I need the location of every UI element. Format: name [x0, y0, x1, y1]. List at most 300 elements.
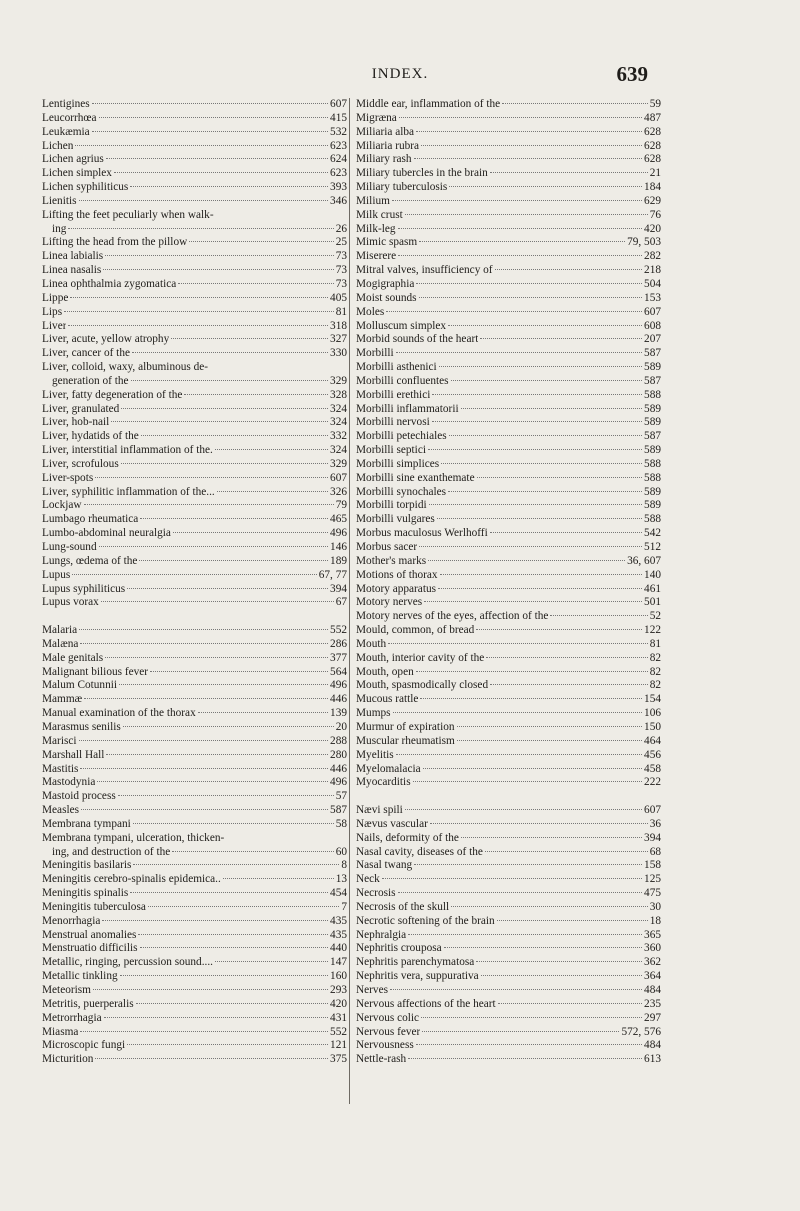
index-entry	[42, 1039, 347, 1053]
index-entry-page: 487	[644, 111, 661, 124]
dot-leader	[79, 740, 329, 741]
index-entry-term: Liver, syphilitic inflammation of the...	[42, 485, 215, 498]
dot-leader	[495, 269, 642, 270]
index-entry	[356, 292, 661, 306]
index-entry-term: Nephritis parenchymatosa	[356, 956, 475, 969]
dot-leader	[130, 892, 328, 893]
index-entry-page: 30	[649, 900, 661, 913]
index-entry	[42, 984, 347, 998]
index-entry-term: Motory nerves of the eyes, affection of the	[356, 610, 549, 623]
dot-leader	[457, 726, 643, 727]
dot-leader	[497, 920, 648, 921]
dot-leader	[486, 657, 647, 658]
index-entry	[356, 98, 661, 112]
index-entry-term: Lichen simplex	[42, 167, 112, 180]
index-entry-term: Lumbo-abdominal neuralgia	[42, 527, 171, 540]
index-entry-page: 501	[644, 596, 661, 609]
index-entry-term: Morbilli inflammatorii	[356, 402, 459, 415]
dot-leader	[451, 906, 648, 907]
index-entry-page: 496	[330, 527, 347, 540]
index-entry-term: Menstrual anomalies	[42, 928, 137, 941]
index-entry-term: Lung-sound	[42, 541, 97, 553]
index-entry-page: 67	[335, 596, 347, 609]
index-entry-term: Morbilli asthenici	[356, 361, 437, 374]
index-entry-term: generation of the	[52, 374, 129, 387]
index-entry-term: Mouth, interior cavity of the	[356, 651, 485, 664]
dot-leader	[423, 768, 642, 769]
dot-leader	[414, 158, 643, 159]
dot-leader	[439, 366, 642, 367]
index-entry-term: Morbus maculosus Werlhoffi	[356, 527, 488, 540]
dot-leader	[136, 1003, 328, 1004]
index-entry-term: Nephritis vera, suppurativa	[356, 970, 479, 983]
index-entry-term: Nephralgia	[356, 928, 407, 941]
index-entry-term: Nerves	[356, 984, 388, 996]
dot-leader	[398, 255, 642, 256]
index-entry-term: Liver, interstitial inflammation of the.	[42, 444, 213, 457]
dot-leader	[437, 518, 642, 519]
index-entry-page: 13	[335, 873, 347, 886]
index-entry	[42, 181, 347, 195]
dot-leader	[81, 809, 328, 810]
dot-leader	[223, 878, 334, 879]
index-entry-page: 587	[644, 347, 661, 360]
section-gap	[42, 610, 347, 624]
index-entry-page: 377	[330, 651, 347, 664]
index-entry	[356, 596, 661, 610]
index-entry-term: Marasmus senilis	[42, 720, 121, 733]
index-entry	[356, 513, 661, 527]
index-entry	[356, 929, 661, 943]
index-entry	[42, 942, 347, 956]
index-entry-term: Morbilli	[356, 347, 394, 360]
dot-leader	[477, 477, 642, 478]
index-entry-page: 235	[644, 997, 661, 1010]
index-entry-page: 440	[330, 942, 347, 955]
index-entry	[356, 804, 661, 818]
index-entry	[356, 375, 661, 389]
index-entry	[356, 749, 661, 763]
index-entry-page: 394	[644, 831, 661, 844]
index-entry-term: Malaria	[42, 624, 78, 637]
dot-leader	[173, 532, 328, 533]
index-entry-term: Lungs, œdema of the	[42, 554, 138, 567]
dot-leader	[448, 491, 642, 492]
index-entry-term: Muscular rheumatism	[356, 734, 455, 747]
index-entry	[42, 859, 347, 873]
dot-leader	[451, 380, 642, 381]
dot-leader	[93, 989, 328, 990]
index-entry-term: Lichen syphiliticus	[42, 181, 129, 194]
index-entry-page: 222	[644, 776, 661, 789]
index-entry-term: Menorrhagia	[42, 914, 101, 927]
dot-leader	[490, 172, 648, 173]
dot-leader	[398, 892, 643, 893]
index-entry	[42, 1053, 347, 1067]
dot-leader	[80, 1031, 328, 1032]
dot-leader	[476, 961, 642, 962]
dot-leader	[382, 878, 642, 879]
index-entry-page: 58	[335, 817, 347, 830]
index-entry	[356, 167, 661, 181]
index-entry	[42, 167, 347, 181]
index-entry-term: Moist sounds	[356, 291, 417, 304]
index-entry-page: 326	[330, 485, 347, 498]
index-entry	[356, 638, 661, 652]
index-entry-page: 446	[330, 762, 347, 775]
index-entry	[42, 320, 347, 334]
index-entry	[42, 624, 347, 638]
index-entry-page: 475	[644, 887, 661, 900]
dot-leader	[133, 823, 334, 824]
index-entry-page: 362	[644, 956, 661, 969]
index-entry-page: 589	[644, 444, 661, 457]
dot-leader	[99, 117, 328, 118]
index-entry-page: 454	[330, 887, 347, 900]
index-entry	[356, 264, 661, 278]
index-entry-term: Meteorism	[42, 984, 91, 996]
index-entry-term: Linea ophthalmia zygomatica	[42, 277, 177, 290]
page-number: 639	[616, 62, 648, 86]
index-entry	[42, 804, 347, 818]
index-entry-term: Liver	[42, 319, 67, 332]
index-entry-page: 76	[649, 208, 661, 221]
index-entry-term: Lockjaw	[42, 499, 82, 512]
index-entry	[42, 223, 347, 237]
index-entry-page: 81	[335, 305, 347, 318]
index-entry-term: Mitral valves, insufficiency of	[356, 264, 493, 277]
section-gap	[356, 790, 661, 804]
index-entry-page: 346	[330, 194, 347, 207]
index-entry-page: 21	[649, 167, 661, 180]
index-entry-page: 293	[330, 984, 347, 996]
index-entry-page: 81	[649, 637, 661, 650]
index-entry-term: Miliary tuberculosis	[356, 181, 448, 194]
index-entry-term: Necrotic softening of the brain	[356, 914, 495, 927]
index-entry-term: Measles	[42, 804, 80, 817]
index-entry	[42, 915, 347, 929]
dot-leader	[79, 200, 329, 201]
index-entry	[42, 541, 347, 555]
dot-leader	[119, 684, 328, 685]
index-entry	[42, 998, 347, 1012]
index-entry-page: 552	[330, 624, 347, 637]
index-entry	[42, 583, 347, 597]
index-entry-page: 158	[644, 859, 661, 872]
index-entry	[356, 333, 661, 347]
index-entry	[356, 416, 661, 430]
index-entry-term: Linea nasalis	[42, 264, 102, 277]
index-entry-page: 496	[330, 776, 347, 789]
index-entry-term: Male genitals	[42, 651, 104, 664]
index-entry-page: 405	[330, 291, 347, 304]
index-entry-page: 147	[330, 956, 347, 969]
index-entry-page: 82	[649, 651, 661, 664]
page-title: INDEX.	[371, 66, 429, 82]
index-entry-page: 607	[330, 98, 347, 110]
dot-leader	[421, 145, 642, 146]
index-entry-page: 125	[644, 873, 661, 886]
dot-leader	[102, 920, 328, 921]
dot-leader	[95, 1058, 328, 1059]
index-entry-term: Morbus sacer	[356, 541, 418, 553]
dot-leader	[416, 131, 642, 132]
dot-leader	[390, 989, 642, 990]
index-entry-page: 393	[330, 181, 347, 194]
dot-leader	[386, 311, 642, 312]
index-entry	[42, 458, 347, 472]
dot-leader	[72, 574, 317, 575]
index-entry-term: Miliary tubercles in the brain	[356, 167, 488, 180]
index-entry	[356, 873, 661, 887]
dot-leader	[127, 588, 328, 589]
index-entry-page: 435	[330, 928, 347, 941]
index-entry-term: Linea labialis	[42, 250, 104, 263]
index-entry-term: Liver, hydatids of the	[42, 430, 139, 443]
dot-leader	[118, 795, 334, 796]
index-entry	[42, 707, 347, 721]
index-entry	[42, 278, 347, 292]
dot-leader	[184, 394, 328, 395]
dot-leader	[130, 186, 328, 187]
index-entry-term: Mucous rattle	[356, 693, 419, 706]
dot-leader	[438, 588, 642, 589]
index-entry	[356, 998, 661, 1012]
dot-leader	[396, 754, 642, 755]
index-entry	[42, 846, 347, 860]
index-entry-term: Liver, colloid, waxy, albuminous de-	[42, 361, 209, 374]
index-entry-term: Nervousness	[356, 1039, 414, 1052]
dot-leader	[498, 1003, 642, 1004]
index-entry-page: 572, 576	[621, 1025, 661, 1038]
index-entry	[42, 403, 347, 417]
dot-leader	[421, 1017, 642, 1018]
index-entry	[42, 389, 347, 403]
index-entry	[42, 790, 347, 804]
dot-leader	[133, 864, 339, 865]
index-entry-term: Lifting the head from the pillow	[42, 236, 188, 249]
dot-leader	[84, 504, 334, 505]
dot-leader	[441, 463, 642, 464]
index-entry-term: Liver, granulated	[42, 402, 120, 415]
index-entry-page: 18	[649, 914, 661, 927]
index-entry-page: 607	[330, 471, 347, 484]
index-entry-term: Lentigines	[42, 98, 90, 110]
dot-leader	[490, 532, 642, 533]
index-entry-term: Liver, hob-nail	[42, 416, 110, 429]
index-entry	[356, 112, 661, 126]
index-entry-page: 420	[644, 222, 661, 235]
index-entry-term: Microscopic fungi	[42, 1039, 126, 1052]
index-entry-page: 52	[649, 610, 661, 623]
index-entry-term: Morbilli synochales	[356, 485, 447, 498]
index-entry-term: Metallic tinkling	[42, 970, 118, 983]
index-column-right	[349, 98, 661, 1104]
index-entry-page: 20	[335, 720, 347, 733]
index-entry-page: 607	[644, 305, 661, 318]
index-entry	[42, 527, 347, 541]
index-entry-page: 624	[330, 153, 347, 166]
index-entry	[42, 818, 347, 832]
index-entry	[356, 458, 661, 472]
index-entry-page: 280	[330, 748, 347, 761]
index-entry-term: Mastitis	[42, 762, 79, 775]
dot-leader	[64, 311, 334, 312]
index-entry-page: 496	[330, 679, 347, 692]
index-entry-page: 607	[644, 804, 661, 817]
index-entry-term: Malignant bilious fever	[42, 665, 149, 678]
index-entry	[42, 126, 347, 140]
index-entry-term: Lienitis	[42, 194, 77, 207]
index-entry	[356, 984, 661, 998]
index-entry	[356, 679, 661, 693]
dot-leader	[448, 325, 642, 326]
index-entry	[356, 486, 661, 500]
index-entry-term: Morbilli petechiales	[356, 430, 447, 443]
dot-leader	[97, 781, 328, 782]
index-entry-page: 324	[330, 416, 347, 429]
dot-leader	[105, 255, 334, 256]
index-column-left	[42, 98, 347, 1067]
index-entry	[356, 915, 661, 929]
index-entry-page: 564	[330, 665, 347, 678]
dot-leader	[408, 934, 642, 935]
index-entry-page: 364	[644, 970, 661, 983]
index-entry	[356, 832, 661, 846]
index-entry-page: 189	[330, 554, 347, 567]
index-entry-term: Nervous affections of the heart	[356, 997, 496, 1010]
index-entry	[42, 250, 347, 264]
index-entry-term: Nasal cavity, diseases of the	[356, 845, 483, 858]
index-entry	[42, 98, 347, 112]
index-entry-page: 375	[330, 1053, 347, 1066]
index-entry	[42, 776, 347, 790]
index-entry	[356, 430, 661, 444]
index-entry-page: 542	[644, 527, 661, 540]
index-entry-page: 461	[644, 582, 661, 595]
index-entry	[356, 320, 661, 334]
index-entry	[42, 112, 347, 126]
index-entry-page: 57	[335, 790, 347, 803]
index-entry-page: 153	[644, 291, 661, 304]
index-entry-term: Morbilli septici	[356, 444, 426, 457]
index-entry-page: 629	[644, 194, 661, 207]
index-entry-page: 435	[330, 914, 347, 927]
dot-leader	[424, 601, 642, 602]
dot-leader	[398, 228, 643, 229]
index-entry-page: 140	[644, 568, 661, 581]
index-entry-term: ing, and destruction of the	[52, 845, 171, 858]
index-entry-page: 588	[644, 388, 661, 401]
index-entry-term: Liver-spots	[42, 471, 94, 484]
index-entry	[356, 583, 661, 597]
index-entry-page: 324	[330, 444, 347, 457]
index-entry-page: 415	[330, 111, 347, 124]
index-entry-page: 184	[644, 181, 661, 194]
index-entry-page: 329	[330, 457, 347, 470]
index-entry	[356, 1053, 661, 1067]
index-entry	[42, 361, 347, 375]
index-entry-term: Molluscum simplex	[356, 319, 447, 332]
dot-leader	[392, 200, 642, 201]
index-entry-term: Lips	[42, 305, 63, 318]
dot-leader	[95, 477, 328, 478]
dot-leader	[79, 629, 328, 630]
index-entry	[42, 929, 347, 943]
index-entry	[42, 956, 347, 970]
dot-leader	[396, 352, 642, 353]
dot-leader	[393, 712, 643, 713]
dot-leader	[399, 117, 642, 118]
index-entry-term: Milk crust	[356, 208, 403, 221]
index-entry	[356, 181, 661, 195]
index-entry-page: 324	[330, 402, 347, 415]
index-entry-page: 365	[644, 928, 661, 941]
index-entry-term: Miliary rash	[356, 153, 412, 166]
index-entry	[42, 333, 347, 347]
index-entry	[42, 749, 347, 763]
index-entry-page: 106	[644, 707, 661, 720]
index-entry-page: 587	[644, 430, 661, 443]
dot-leader	[428, 449, 642, 450]
index-entry	[42, 347, 347, 361]
index-entry	[356, 624, 661, 638]
dot-leader	[106, 754, 328, 755]
index-entry-page: 588	[644, 457, 661, 470]
dot-leader	[419, 241, 625, 242]
index-entry-page: 82	[649, 679, 661, 692]
index-entry-term: ing	[52, 222, 67, 235]
index-entry-term: Leukæmia	[42, 125, 90, 138]
index-entry	[356, 555, 661, 569]
dot-leader	[420, 698, 642, 699]
index-entry-page: 329	[330, 374, 347, 387]
index-entry	[356, 306, 661, 320]
index-entry	[356, 1026, 661, 1040]
index-entry	[42, 1026, 347, 1040]
index-entry-term: Morbilli confluentes	[356, 374, 449, 387]
index-entry	[356, 140, 661, 154]
index-entry-page: 589	[644, 485, 661, 498]
index-entry	[356, 652, 661, 666]
dot-leader	[405, 809, 642, 810]
index-entry-term: Lupus syphiliticus	[42, 582, 126, 595]
index-entry-term: Mouth, spasmodically closed	[356, 679, 489, 692]
index-entry-term: Membrana tympani	[42, 817, 131, 830]
index-entry	[356, 666, 661, 680]
dot-leader	[449, 435, 642, 436]
index-entry-term: Mother's marks	[356, 554, 427, 567]
index-entry-term: Liver, cancer of the	[42, 347, 130, 360]
dot-leader	[215, 961, 328, 962]
index-entry-page: 318	[330, 319, 347, 332]
index-entry-term: Nævi spili	[356, 804, 403, 817]
dot-leader	[121, 463, 328, 464]
index-entry-term: Mammæ	[42, 693, 83, 706]
index-entry	[356, 721, 661, 735]
index-entry	[42, 264, 347, 278]
index-entry-page: 150	[644, 720, 661, 733]
index-entry-page: 587	[644, 374, 661, 387]
index-entry-page: 218	[644, 264, 661, 277]
index-entry-page: 628	[644, 125, 661, 138]
index-entry-page: 512	[644, 541, 661, 553]
index-entry	[356, 1039, 661, 1053]
index-entry-term: Lichen	[42, 139, 74, 152]
dot-leader	[103, 269, 333, 270]
index-entry	[42, 887, 347, 901]
dot-leader	[189, 241, 333, 242]
